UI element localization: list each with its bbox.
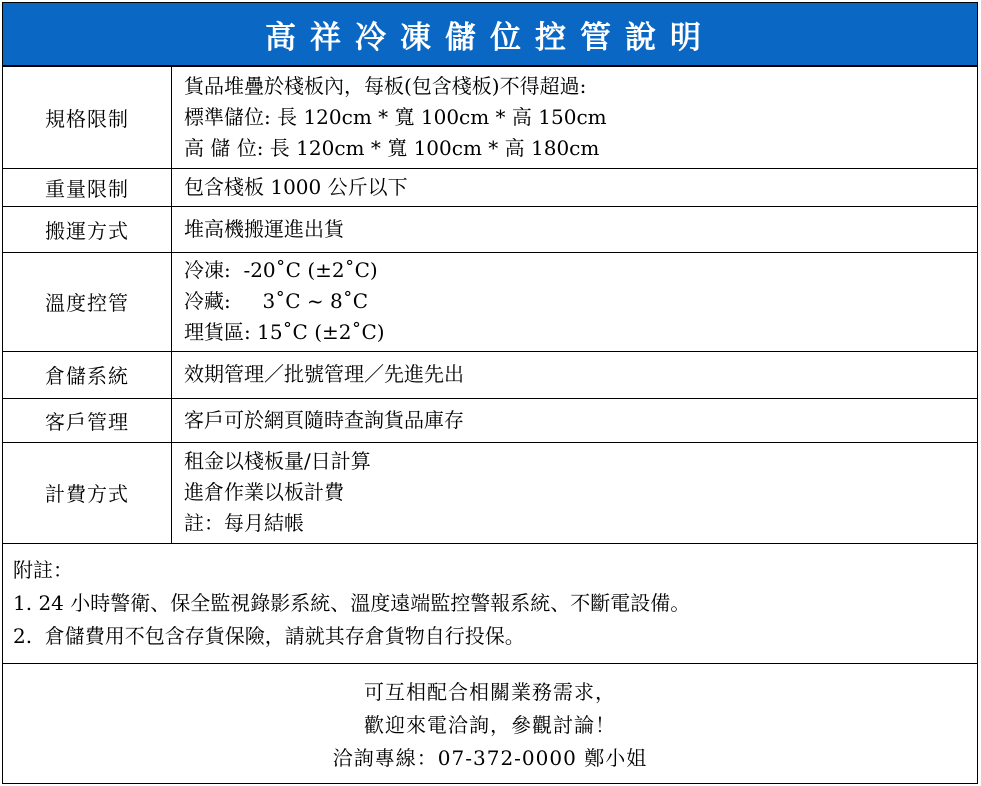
row-value [172, 252, 978, 351]
contact-phone: 洽詢專線：07-372-0000 鄭小姐 [332, 745, 648, 770]
table-row [3, 67, 977, 168]
row-value [172, 168, 978, 206]
value-line: 冷藏: 3˚C ~ 8˚C [184, 289, 369, 313]
table-row [3, 168, 977, 206]
table-row [3, 252, 977, 351]
note-item: 2. 倉儲費用不包含存貨保險，請就其存倉貨物自行投保。 [13, 623, 525, 648]
notes-heading: 附註： [13, 557, 73, 582]
table-row [3, 442, 977, 543]
row-label: 重量限制 [3, 168, 172, 206]
value-line: 註：每月結帳 [184, 511, 304, 535]
value-line: 進倉作業以板計費 [184, 480, 344, 504]
note-item: 1. 24 小時警衛、保全監視錄影系統、溫度遠端監控警報系統、不斷電設備。 [13, 590, 691, 615]
page-title: 高祥冷凍儲位控管說明 [3, 3, 977, 67]
row-value [172, 351, 978, 398]
value-line: 租金以棧板量/日計算 [184, 449, 371, 473]
value-line: 高 儲 位: 長 120cm * 寬 100cm * 高 180cm [184, 135, 600, 160]
row-label: 規格限制 [3, 67, 172, 168]
row-value [172, 442, 978, 543]
contact-line: 可互相配合相關業務需求， [364, 679, 616, 704]
row-value [172, 398, 978, 442]
value-line: 理貨區: 15˚C (±2˚C) [184, 320, 385, 344]
contact-line: 歡迎來電洽詢，參觀討論！ [364, 712, 616, 737]
spec-table [3, 67, 977, 544]
row-label: 客戶管理 [3, 398, 172, 442]
table-row [3, 351, 977, 398]
value-line: 效期管理／批號管理／先進先出 [184, 362, 464, 386]
storage-control-sheet [2, 2, 978, 784]
row-label: 搬運方式 [3, 206, 172, 252]
row-label: 倉儲系統 [3, 351, 172, 398]
table-row [3, 206, 977, 252]
row-value [172, 206, 978, 252]
row-value [172, 67, 978, 168]
row-label: 計費方式 [3, 442, 172, 543]
value-line: 包含棧板 1000 公斤以下 [184, 174, 408, 199]
value-line: 堆高機搬運進出貨 [184, 216, 344, 241]
row-label: 溫度控管 [3, 252, 172, 351]
value-line: 貨品堆疊於棧板內，每板(包含棧板)不得超過: [184, 73, 587, 98]
value-line: 冷凍: -20˚C (±2˚C) [184, 258, 378, 282]
value-line: 客戶可於網頁隨時查詢貨品庫存 [184, 407, 464, 432]
value-line: 標準儲位: 長 120cm * 寬 100cm * 高 150cm [184, 104, 607, 129]
notes-section [3, 544, 977, 664]
table-row [3, 398, 977, 442]
contact-section [3, 664, 977, 775]
